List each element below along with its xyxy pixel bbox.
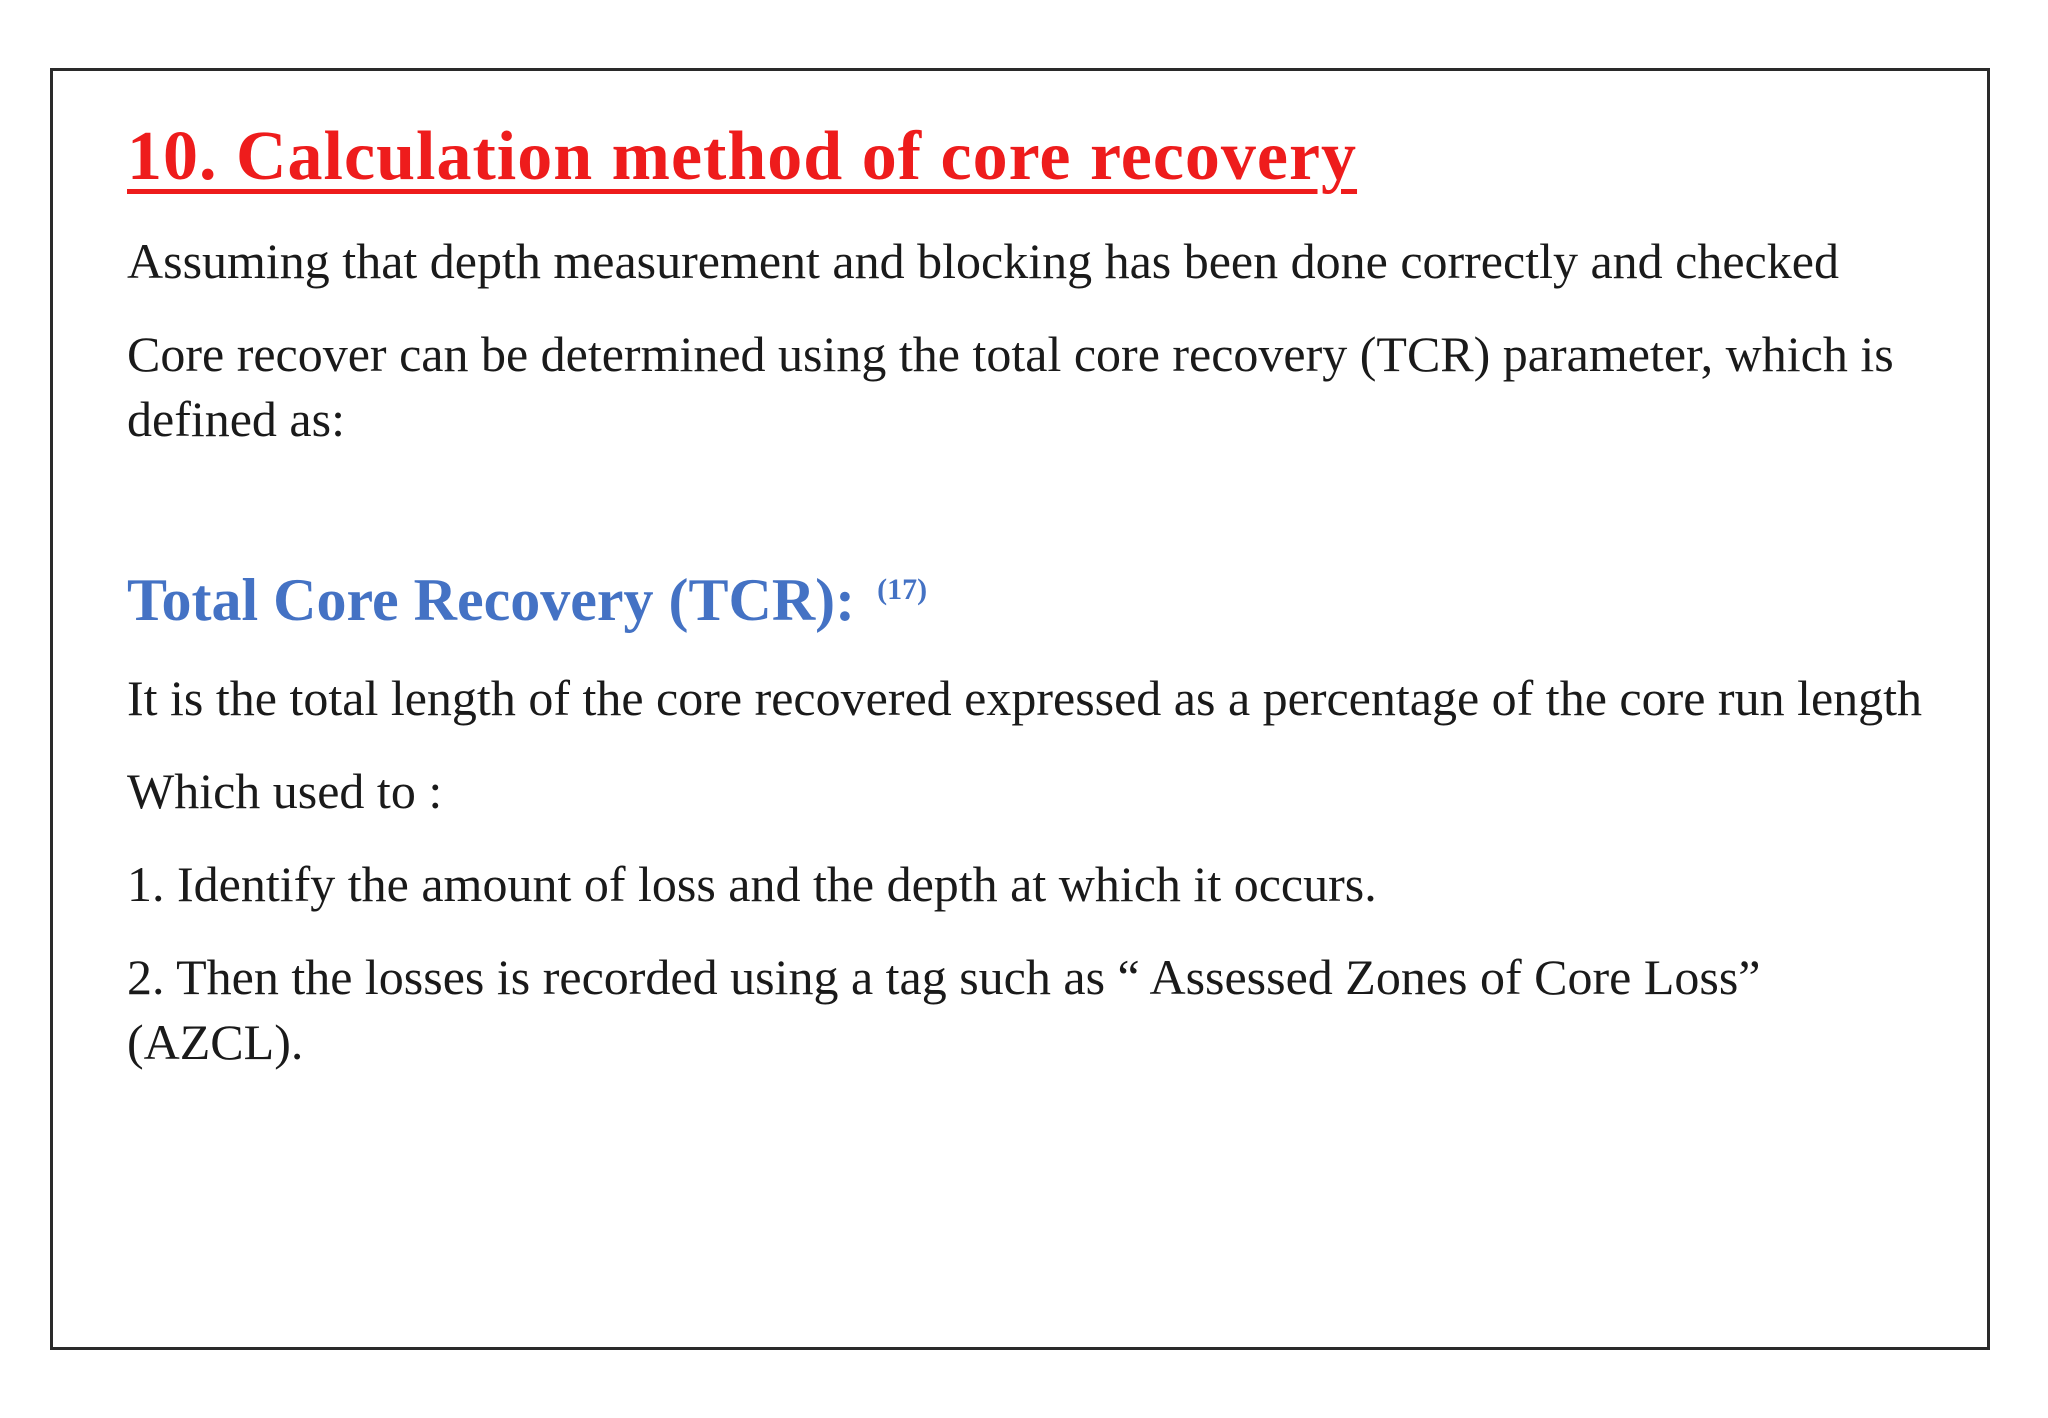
tcr-subheading — [127, 564, 1927, 636]
list-item-record-loss: 2. Then the losses is recorded using a tag such as “ Assessed Zones of Core Loss” (AZCL). — [127, 949, 1761, 1070]
tcr-subheading-text: Total Core Recovery (TCR): — [127, 567, 856, 633]
paragraph-assumption: Assuming that depth measurement and blocking has been done correctly and checked — [127, 233, 1839, 289]
list-item-identify-loss: 1. Identify the amount of loss and the depth at which it occurs. — [127, 856, 1377, 912]
slide-title: 10. Calculation method of core recovery — [127, 118, 1358, 195]
slide-frame — [50, 68, 1990, 1350]
paragraph-tcr-definition: It is the total length of the core recovered expressed as a percentage of the core run length — [127, 670, 1923, 726]
reference-marker: (17) — [877, 573, 928, 606]
paragraph-uses-intro: Which used to : — [127, 763, 443, 819]
slide-content — [127, 115, 1927, 1075]
paragraph-tcr-intro: Core recover can be determined using the total core recovery (TCR) parameter, which is defined as: — [127, 326, 1894, 447]
